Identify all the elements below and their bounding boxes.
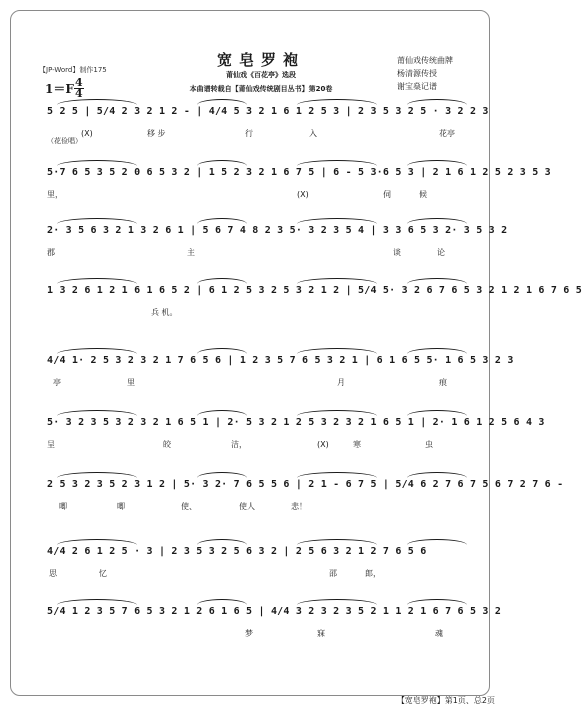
lyrics-line — [47, 500, 477, 513]
lyric-word: 唧 — [117, 502, 125, 511]
slur-mark — [197, 599, 247, 605]
slur-mark — [407, 539, 467, 545]
slur-mark — [297, 539, 377, 545]
slur-mark — [197, 99, 247, 105]
notation-line: 4/4 2 6 1 2 5 · 3 | 2 3 5 3 2 5 6 3 2 | 2 5 6 3 2 1 2 7 6 5 6 — [47, 546, 427, 557]
meter-numerator: 4 — [75, 76, 83, 89]
site-tag: 【JP-Word】制作175 — [39, 66, 107, 74]
lyric-word: 使人 — [239, 502, 255, 511]
lyric-word: 使、 — [181, 502, 197, 511]
credit-line: 谢宝燊记谱 — [397, 82, 437, 91]
slur-mark — [407, 599, 467, 605]
lyrics-line — [47, 246, 477, 259]
slur-mark — [57, 278, 137, 284]
lyric-word: 梦 — [245, 629, 253, 638]
slur-mark — [57, 160, 137, 166]
lyric-word: 寐 — [317, 629, 325, 638]
slur-mark — [297, 218, 377, 224]
score-title: 宽皂罗袍 — [216, 51, 305, 69]
slur-mark — [197, 160, 247, 166]
lyrics-line — [47, 188, 477, 201]
slur-mark — [197, 278, 247, 284]
lyrics-line — [47, 306, 477, 319]
slur-mark — [297, 278, 377, 284]
slur-mark — [197, 218, 247, 224]
lyric-word: 唧 — [59, 502, 67, 511]
slur-mark — [407, 160, 467, 166]
lyric-word: 呈 — [47, 440, 55, 449]
lyric-word: (X) — [297, 190, 309, 199]
lyrics-line — [47, 127, 477, 140]
lyric-word: 痕 — [439, 378, 447, 387]
slur-mark — [197, 410, 247, 416]
notation-line: 2· 3 5 6 3 2 1 3 2 6 1 | 5 6 7 4 8 2 3 5· 3 2 3 5 4 | 3 3 6 5 3 2· 3 5 3 2 — [47, 225, 508, 236]
slur-mark — [297, 410, 377, 416]
lyric-word: 伺 — [383, 190, 391, 199]
notation-line: 5/4 1 2 3 5 7 6 5 3 2 1 2 6 1 6 5 | 4/4 3 2 3 2 3 5 2 1 1 2 1 6 7 6 5 3 2 — [47, 606, 502, 617]
slur-mark — [297, 599, 377, 605]
slur-mark — [407, 278, 467, 284]
slur-mark — [407, 99, 467, 105]
lyric-word: 里， — [47, 190, 63, 199]
slur-mark — [407, 348, 467, 354]
page-footer: 【宽皂罗袍】第1页、总2页 — [396, 696, 495, 705]
slur-mark — [197, 472, 247, 478]
subtitle-source-opera: 莆仙戏《百花亭》选段 — [226, 71, 296, 79]
lyric-word: 兵 机。 — [151, 308, 178, 317]
lyric-word: 谈 — [393, 248, 401, 257]
subtitle-reprint-note: 本曲谱转载自【莆仙戏传统剧目丛书】第20卷 — [189, 85, 333, 93]
slur-mark — [407, 218, 467, 224]
slur-mark — [407, 472, 467, 478]
lyrics-line — [47, 627, 477, 640]
slur-mark — [57, 99, 137, 105]
lyric-word: 悲！ — [291, 502, 307, 511]
lyric-word: 移 步 — [147, 129, 166, 138]
lyric-word: 魂 — [435, 629, 443, 638]
lyric-word: 寒 — [353, 440, 361, 449]
lyric-word: (X) — [317, 440, 329, 449]
credit-line: 莆仙戏传统曲牌 — [397, 56, 453, 65]
slur-mark — [57, 539, 137, 545]
lyrics-line — [47, 567, 477, 580]
lyric-word: 郡 — [47, 248, 55, 257]
notation-line: 4/4 1· 2 5 3 2 3 2 1 7 6 5 6 | 1 2 3 5 7 6 5 3 2 1 | 6 1 6 5 5· 1 6 5 3 2 3 — [47, 355, 514, 366]
slur-mark — [297, 99, 377, 105]
score-sheet — [10, 10, 582, 705]
lyric-word: 洁， — [231, 440, 247, 449]
notation-line: 5 2 5 | 5/4 2 3 2 1 2 - | 4/4 5 3 2 1 6 1 2 5 3 | 2 3 5 3 2 5 · 3 2 2 3 — [47, 106, 489, 117]
lyric-word: 行 — [245, 129, 253, 138]
lyrics-line — [47, 438, 477, 451]
lyric-word: 月 — [337, 378, 345, 387]
lyric-word: 邵 — [329, 569, 337, 578]
lyric-word: 郎， — [365, 569, 381, 578]
meter-denominator: 4 — [75, 87, 83, 100]
slur-mark — [297, 472, 377, 478]
lyric-word: 皎 — [163, 440, 171, 449]
slur-mark — [407, 410, 467, 416]
slur-mark — [197, 348, 247, 354]
credit-line: 杨清源传授 — [397, 69, 437, 78]
lyric-word: 论 — [437, 248, 445, 257]
slur-mark — [57, 410, 137, 416]
lyric-word: 主 — [187, 248, 195, 257]
slur-mark — [57, 348, 137, 354]
slur-mark — [297, 348, 377, 354]
lyric-word: 亭 — [53, 378, 61, 387]
notation-line: 5·7 6 5 3 5 2 0 6 5 3 2 | 1 5 2 3 2 1 6 7 5 | 6 - 5 3·6 5 3 | 2 1 6 1 2 5 2 3 5 3 — [47, 167, 551, 178]
lyrics-line — [47, 376, 477, 389]
lyric-word: 里 — [127, 378, 135, 387]
lyric-word: 思 — [49, 569, 57, 578]
lyric-word: (X) — [81, 129, 93, 138]
slur-mark — [57, 472, 137, 478]
lyric-word: 花亭 — [439, 129, 455, 138]
slur-mark — [57, 599, 137, 605]
notation-line: 2 5 3 2 3 5 2 3 1 2 | 5· 3 2· 7 6 5 5 6 | 2 1 - 6 7 5 | 5/4 6 2 7 6 7 5 6 7 2 7 6 - — [47, 479, 564, 490]
slur-mark — [197, 539, 247, 545]
key-signature: 1＝F — [45, 82, 74, 96]
lyric-word: 候 — [419, 190, 427, 199]
lyric-word: 虫 — [425, 440, 433, 449]
slur-mark — [297, 160, 377, 166]
lyric-word: 入 — [309, 129, 317, 138]
notation-line: 1 3 2 6 1 2 1 6 1 6 5 2 | 6 1 2 5 3 2 5 3 2 1 2 | 5/4 5· 3 2 6 7 6 5 3 2 1 2 1 6 7 6 5 — [47, 285, 582, 296]
role-label: （花俭唱） — [47, 137, 82, 145]
notation-line: 5· 3 2 3 5 3 2 3 2 1 6 5 1 | 2· 5 3 2 1 2 5 3 2 3 2 1 6 5 1 | 2· 1 6 1 2 5 6 4 3 — [47, 417, 545, 428]
slur-mark — [57, 218, 137, 224]
lyric-word: 忆 — [99, 569, 107, 578]
